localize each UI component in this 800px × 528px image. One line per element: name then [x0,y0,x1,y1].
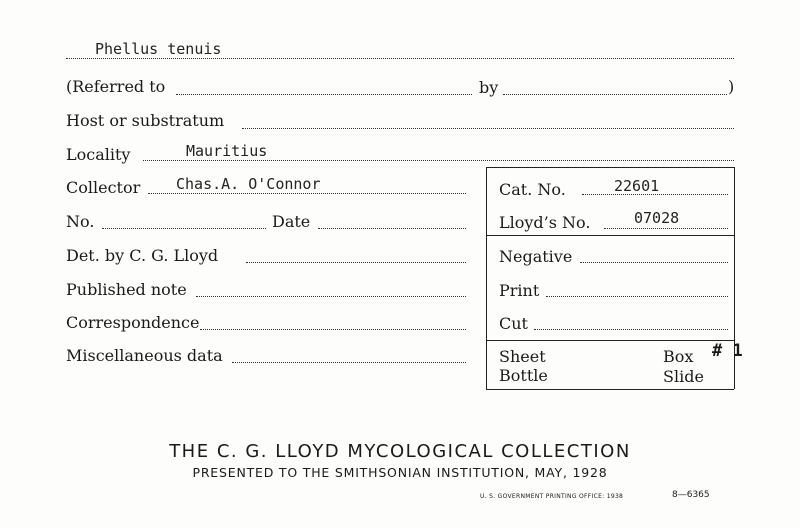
host-label: Host or substratum [66,111,225,130]
box-top-border [486,167,734,168]
negative-line [580,262,728,263]
cat-no-value: 22601 [614,177,660,195]
species-line [66,58,734,59]
locality-value: Mauritius [186,142,268,160]
lloyds-no-label: Lloyd’s No. [499,213,591,232]
box-bottom-border [486,389,734,390]
det-label: Det. by C. G. Lloyd [66,246,219,265]
box-divider-2 [486,340,734,341]
negative-label: Negative [499,247,573,266]
collection-subtitle: PRESENTED TO THE SMITHSONIAN INSTITUTION, MAY, 1928 [192,465,608,480]
published-label: Published note [66,280,187,299]
referred-to-label: (Referred to [66,77,166,96]
misc-label: Miscellaneous data [66,346,223,365]
printing-office-note: U. S. GOVERNMENT PRINTING OFFICE: 1938 [480,493,624,500]
misc-line [232,362,466,363]
det-line [246,262,466,263]
box-label: Box [663,347,694,366]
lloyds-no-value: 07028 [634,209,680,227]
close-paren: ) [728,77,735,96]
print-line [546,296,728,297]
locality-label: Locality [66,145,131,164]
species-name: Phellus tenuis [95,40,222,58]
correspondence-label: Correspondence [66,313,200,332]
print-label: Print [499,281,540,300]
no-line [102,228,266,229]
box-left-border [486,167,487,389]
collector-label: Collector [66,178,141,197]
no-label: No. [66,212,95,231]
sheet-label: Sheet [499,347,546,366]
correspondence-line [200,329,466,330]
by-label: by [479,78,499,97]
locality-line [143,160,734,161]
host-line [242,128,734,129]
lloyds-no-line [604,228,728,229]
cat-no-label: Cat. No. [499,180,566,199]
collector-line [148,193,466,194]
referred-to-line [176,94,472,95]
cut-label: Cut [499,314,528,333]
bottle-label: Bottle [499,366,548,385]
cut-line [534,329,728,330]
by-line [503,94,727,95]
collection-title: THE C. G. LLOYD MYCOLOGICAL COLLECTION [169,441,631,462]
box-number: # 1 [712,341,743,361]
published-line [196,296,466,297]
date-label: Date [272,212,311,231]
form-code: 8—6365 [672,490,710,500]
box-divider-1 [486,235,734,236]
collector-value: Chas.A. O'Connor [176,175,321,193]
date-line [318,228,466,229]
slide-label: Slide [663,367,704,386]
